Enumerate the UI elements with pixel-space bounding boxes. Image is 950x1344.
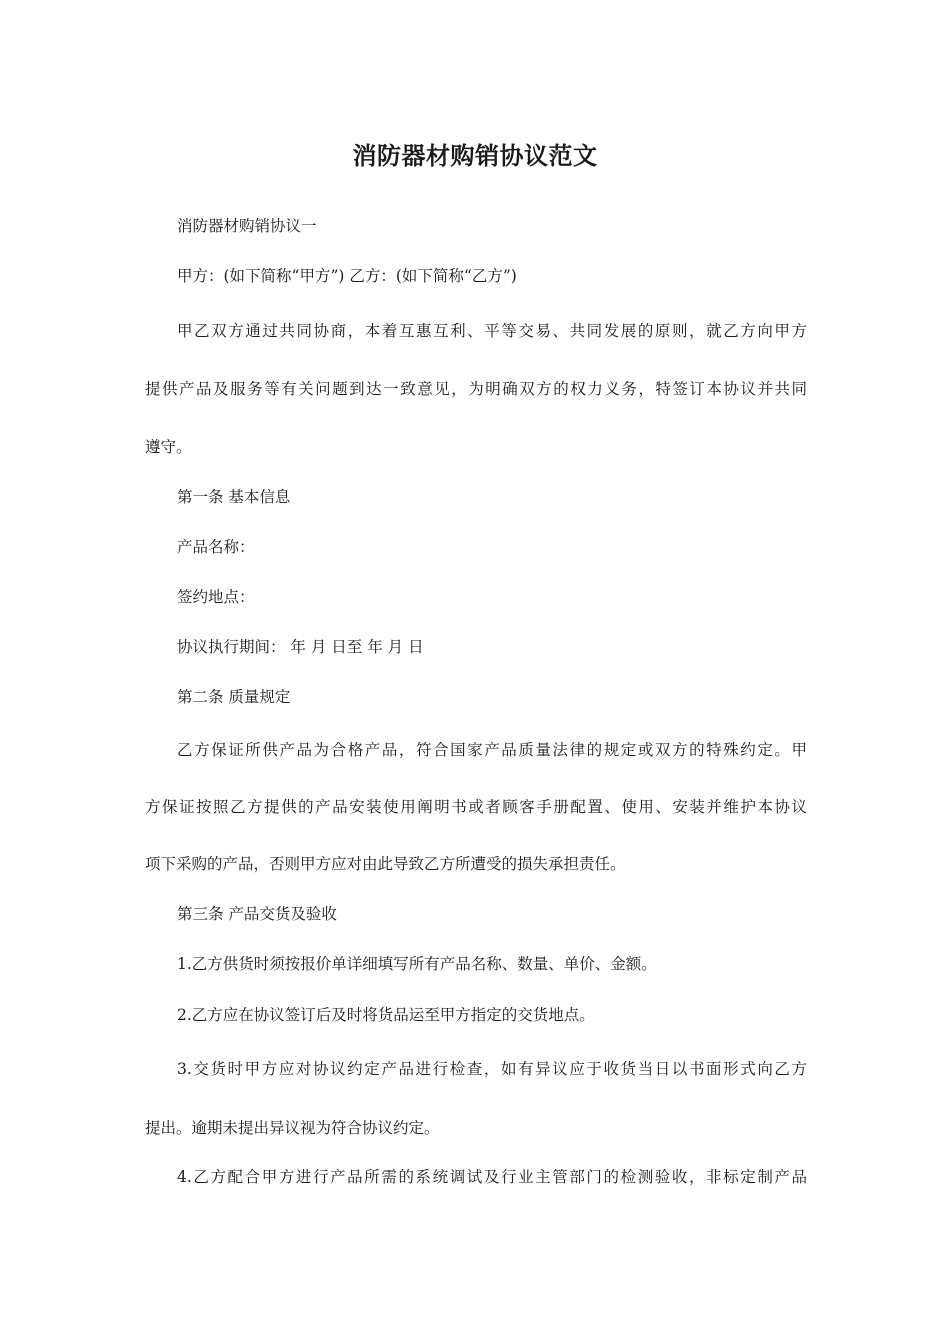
list-item: 2.乙方应在协议签订后及时将货品运至甲方指定的交货地点。	[177, 1006, 595, 1024]
paragraph-line: 提出。逾期未提出异议视为符合协议约定。	[145, 1119, 440, 1137]
paragraph-line: 遵守。	[145, 438, 192, 456]
article-heading: 第三条 产品交货及验收	[177, 905, 337, 923]
paragraph-line: 乙方保证所供产品为合格产品，符合国家产品质量法律的规定或双方的特殊约定。甲	[177, 741, 807, 759]
section-heading: 消防器材购销协议一	[177, 217, 317, 235]
list-item: 1.乙方供货时须按报价单详细填写所有产品名称、数量、单价、金额。	[177, 955, 657, 973]
paragraph-line: 项下采购的产品，否则甲方应对由此导致乙方所遭受的损失承担责任。	[145, 855, 626, 873]
parties-line: 甲方：(如下简称“甲方”) 乙方：(如下简称“乙方”)	[177, 267, 517, 285]
field-label: 签约地点：	[177, 588, 255, 606]
article-heading: 第一条 基本信息	[177, 488, 291, 506]
field-label: 产品名称：	[177, 538, 255, 556]
paragraph-line: 提供产品及服务等有关问题到达一致意见，为明确双方的权力义务，特签订本协议并共同	[145, 380, 807, 398]
list-item: 4.乙方配合甲方进行产品所需的系统调试及行业主管部门的检测验收，非标定制产品	[177, 1168, 807, 1186]
document-title: 消防器材购销协议范文	[352, 141, 598, 170]
article-heading: 第二条 质量规定	[177, 688, 291, 706]
list-item: 3.交货时甲方应对协议约定产品进行检查，如有异议应于收货当日以书面形式向乙方	[177, 1060, 807, 1078]
paragraph-line: 方保证按照乙方提供的产品安装使用阐明书或者顾客手册配置、使用、安装并维护本协议	[145, 798, 807, 816]
field-label: 协议执行期间： 年 月 日至 年 月 日	[177, 638, 424, 656]
paragraph-line: 甲乙双方通过共同协商，本着互惠互利、平等交易、共同发展的原则，就乙方向甲方	[177, 322, 807, 340]
